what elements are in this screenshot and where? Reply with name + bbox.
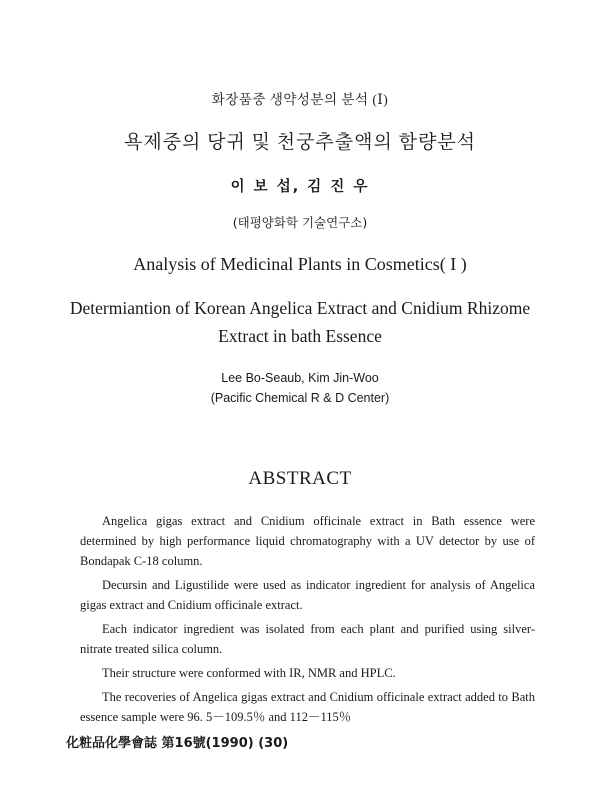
abstract-paragraph: Decursin and Ligustilide were used as indicator ingredient for analysis of Angelica gigas extract and Cnidium officinale extract.	[80, 578, 535, 612]
korean-affiliation: (태평양화학 기술연구소)	[232, 215, 368, 230]
abstract-paragraph: Their structure were conformed with IR, NMR and HPLC.	[102, 666, 396, 680]
english-authors: Lee Bo-Seaub, Kim Jin-Woo	[221, 371, 379, 385]
abstract-paragraph: Angelica gigas extract and Cnidium officinale extract in Bath essence were determined by high performance liquid chromatography with a UV detector by use of Bondapak C-18 column.	[80, 514, 535, 568]
journal-footer: 化粧品化學會誌 第16號(1990) (30)	[66, 736, 289, 751]
english-title: Analysis of Medicinal Plants in Cosmetics( I )	[133, 254, 467, 274]
korean-authors: 이 보 섭, 김 진 우	[230, 179, 370, 195]
english-subtitle-line1: Determiantion of Korean Angelica Extract and Cnidium Rhizome	[69, 298, 531, 318]
series-title: 화장품중 생약성분의 분석 (Ⅰ)	[211, 92, 389, 107]
abstract-heading: ABSTRACT	[248, 468, 352, 489]
english-subtitle	[0, 294, 600, 350]
abstract-paragraph: Each indicator ingredient was isolated from each plant and purified using silver-nitrate treated silica column.	[80, 622, 535, 656]
abstract-body	[80, 511, 535, 731]
english-subtitle-line2: Extract in bath Essence	[218, 326, 382, 346]
english-affiliation: (Pacific Chemical R & D Center)	[210, 391, 390, 405]
abstract-paragraph: The recoveries of Angelica gigas extract and Cnidium officinale extract added to Bath essence sample were 96. 5－109.5％ and 112－115％	[80, 690, 535, 724]
korean-title: 욕제중의 당귀 및 천궁추출액의 함량분석	[123, 132, 477, 153]
